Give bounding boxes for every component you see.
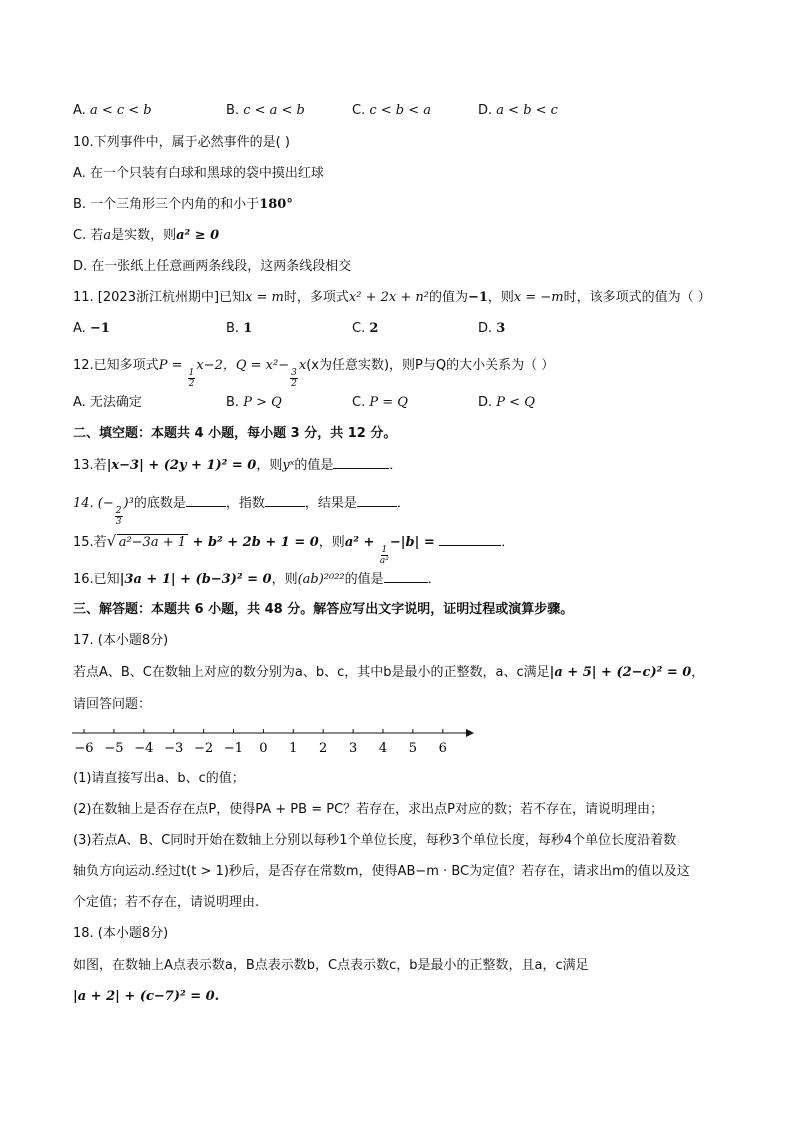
q12-option-a: A. 无法确定 bbox=[73, 395, 142, 410]
q13: 13.若|x−3| + (2y + 1)² = 0，则yˣ的值是 ． bbox=[73, 458, 403, 473]
q18-heading: 18. (本小题8分) bbox=[73, 926, 169, 941]
number-line-arrow bbox=[466, 729, 474, 737]
q11-option-d: D. 3 bbox=[478, 321, 506, 336]
q16: 16.已知|3a + 1| + (b−3)² = 0，则(ab)²⁰²²的值是 ． bbox=[73, 572, 441, 587]
q10-option-b: B. 一个三角形三个内角的和小于180° bbox=[73, 197, 293, 212]
q9-option-d: D. a < b < c bbox=[478, 103, 558, 118]
q14-result-blank[interactable] bbox=[357, 494, 397, 507]
q9-option-c: C. c < b < a bbox=[352, 103, 432, 118]
q12-stem: 12.已知多项式P = $\frac{1}{2}$ x−2，Q = x²− $\frac{3}{2}$ x(x为任意实数)，则P与Q的大小关系为（ ） bbox=[73, 358, 555, 389]
q14: 14. (− $\frac{2}{3}$ )³的底数是 ，指数 ，结果是 ． bbox=[73, 496, 410, 527]
number-line-tick-label: 2 bbox=[319, 741, 328, 756]
q11-option-c: C. 2 bbox=[352, 321, 379, 336]
q16-answer-blank[interactable] bbox=[384, 570, 428, 583]
q17-line1: 若点A、B、C在数轴上对应的数分别为a、b、c，其中b是最小的正整数，a、c满足|a + 5| + (2−c)² = 0， bbox=[73, 665, 705, 680]
number-line-tick-label: −6 bbox=[74, 741, 94, 756]
q17-heading: 17. (本小题8分) bbox=[73, 633, 169, 648]
q9-option-c-expr: c < b < a bbox=[369, 103, 432, 118]
q9-option-b-expr: c < a < b bbox=[243, 103, 305, 118]
q17-part1: (1)请直接写出a、b、c的值； bbox=[73, 771, 245, 786]
number-line-tick-label: −2 bbox=[194, 741, 214, 756]
q10-option-d: D. 在一张纸上任意画两条线段，这两条线段相交 bbox=[73, 259, 352, 274]
q9-option-a-expr: a < c < b bbox=[89, 103, 152, 118]
q9-option-d-expr: a < b < c bbox=[496, 103, 558, 118]
number-line-tick-label: 6 bbox=[438, 741, 447, 756]
q14-exponent-blank[interactable] bbox=[265, 494, 305, 507]
number-line-tick-label: −5 bbox=[104, 741, 124, 756]
q13-answer-blank[interactable] bbox=[333, 456, 389, 469]
q18-line2: |a + 2| + (c−7)² = 0. bbox=[73, 989, 220, 1004]
q11-option-b: B. 1 bbox=[226, 321, 253, 336]
q15: 15.若 √ a²−3a + 1 + b² + 2b + 1 = 0，则a² + $\frac{1}{\text{a²}}$ −|b| = ． bbox=[73, 532, 515, 566]
q12-option-b: B. P > Q bbox=[226, 395, 282, 410]
number-line-tick-label: 0 bbox=[259, 741, 268, 756]
q14-base-blank[interactable] bbox=[186, 494, 226, 507]
q18-line1: 如图，在数轴上A点表示数a，B点表示数b，C点表示数c，b是最小的正整数，且a，c满足 bbox=[73, 958, 589, 973]
q17-part3-line3: 个定值；若不存在，请说明理由. bbox=[73, 895, 260, 910]
q17-part2: (2)在数轴上是否存在点P，使得PA + PB = PC？若存在，求出点P对应的数；若不存在，请说明理由； bbox=[73, 802, 663, 817]
number-line bbox=[70, 722, 480, 756]
number-line-tick-label: 1 bbox=[289, 741, 298, 756]
number-line-tick-label: −3 bbox=[164, 741, 184, 756]
q15-answer-blank[interactable] bbox=[439, 533, 501, 546]
q12-option-c: C. P = Q bbox=[352, 395, 408, 410]
q9-option-a: A. a < c < b bbox=[73, 103, 152, 118]
number-line-tick-label: 4 bbox=[378, 741, 388, 756]
q11-option-a: A. −1 bbox=[73, 321, 110, 336]
q10-stem: 10.下列事件中，属于必然事件的是( ) bbox=[73, 135, 290, 150]
section-solution-heading: 三、解答题：本题共 6 小题，共 48 分。解答应写出文字说明，证明过程或演算步骤。 bbox=[73, 602, 574, 617]
q17-part3-line2: 轴负方向运动.经过t(t > 1)秒后，是否存在常数m，使得AB−m · BC为定值？若存在，请求出m的值以及这 bbox=[73, 864, 690, 879]
q10-option-c: C. 若a是实数，则a² ≥ 0 bbox=[73, 228, 220, 243]
number-line-tick-label: 3 bbox=[348, 741, 358, 756]
section-fill-in-blank-heading: 二、填空题：本题共 4 小题，每小题 3 分，共 12 分。 bbox=[73, 426, 397, 441]
number-line-tick-label: −4 bbox=[134, 741, 154, 756]
q17-line2: 请回答问题： bbox=[73, 697, 152, 712]
q11-stem: 11. [2023浙江杭州期中]已知x = m时，多项式x² + 2x + n²的值为−1，则x = −m时，该多项式的值为（ ） bbox=[73, 290, 711, 305]
q12-option-d: D. P < Q bbox=[478, 395, 535, 410]
number-line-tick-label: −1 bbox=[223, 741, 244, 756]
q9-option-b: B. c < a < b bbox=[226, 103, 305, 118]
number-line-tick-label: 5 bbox=[408, 741, 418, 756]
q10-option-a: A. 在一个只装有白球和黑球的袋中摸出红球 bbox=[73, 166, 324, 181]
q17-part3-line1: (3)若点A、B、C同时开始在数轴上分别以每秒1个单位长度，每秒3个单位长度，每秒4个单位长度沿着数 bbox=[73, 833, 677, 848]
